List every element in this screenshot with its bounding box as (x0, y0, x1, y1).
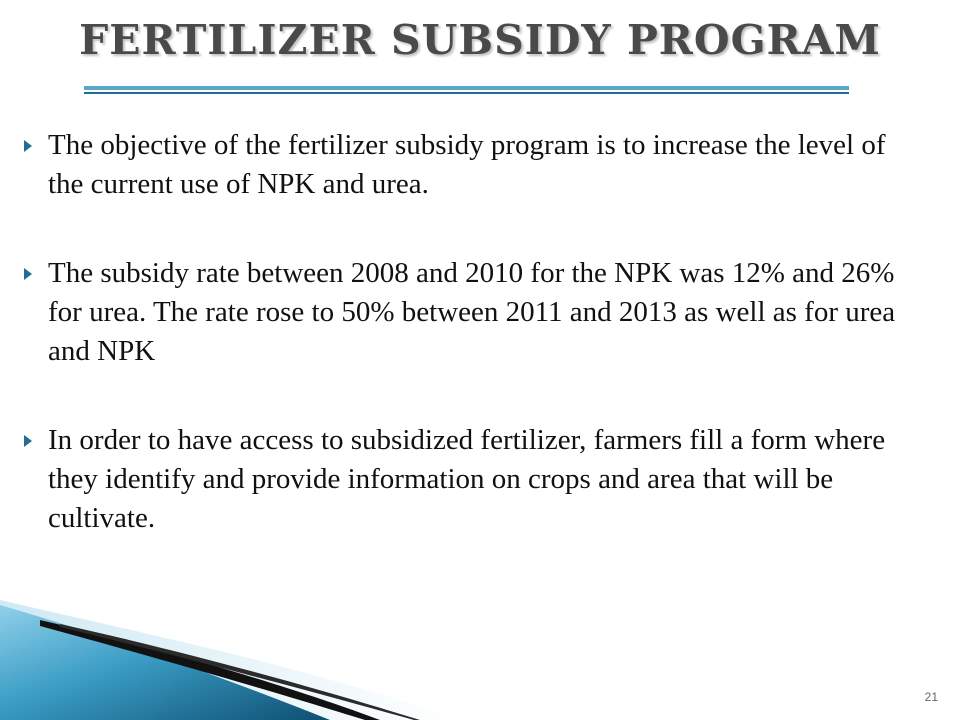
title-underline-dark (84, 92, 849, 94)
bullet-item (24, 126, 924, 204)
arrow-bullet-icon (24, 435, 32, 447)
wave-thin-stripe (60, 624, 420, 720)
wave-dark-stripe (40, 620, 380, 720)
bullet-list (24, 126, 924, 588)
bullet-item (24, 254, 924, 371)
arrow-bullet-icon (24, 268, 32, 280)
bullet-text: In order to have access to subsidized fertilizer, farmers fill a form where they identify and provide information on crops and area that will be cultivate. (48, 424, 886, 534)
arrow-bullet-icon (24, 140, 32, 152)
page-number: 21 (924, 690, 938, 704)
bullet-text: The subsidy rate between 2008 and 2010 for the NPK was 12% and 26% for urea. The rate rose to 50% between 2011 and 2013 as well as for urea and NPK (48, 257, 896, 367)
wave-blue-band (0, 605, 330, 720)
bullet-text: The objective of the fertilizer subsidy program is to increase the level of the current use of NPK and urea. (48, 129, 886, 200)
title-underline (84, 86, 849, 90)
bullet-item (24, 421, 924, 538)
wave-light-band (0, 600, 460, 720)
slide-title: FERTILIZER SUBSIDY PROGRAM (79, 16, 881, 64)
